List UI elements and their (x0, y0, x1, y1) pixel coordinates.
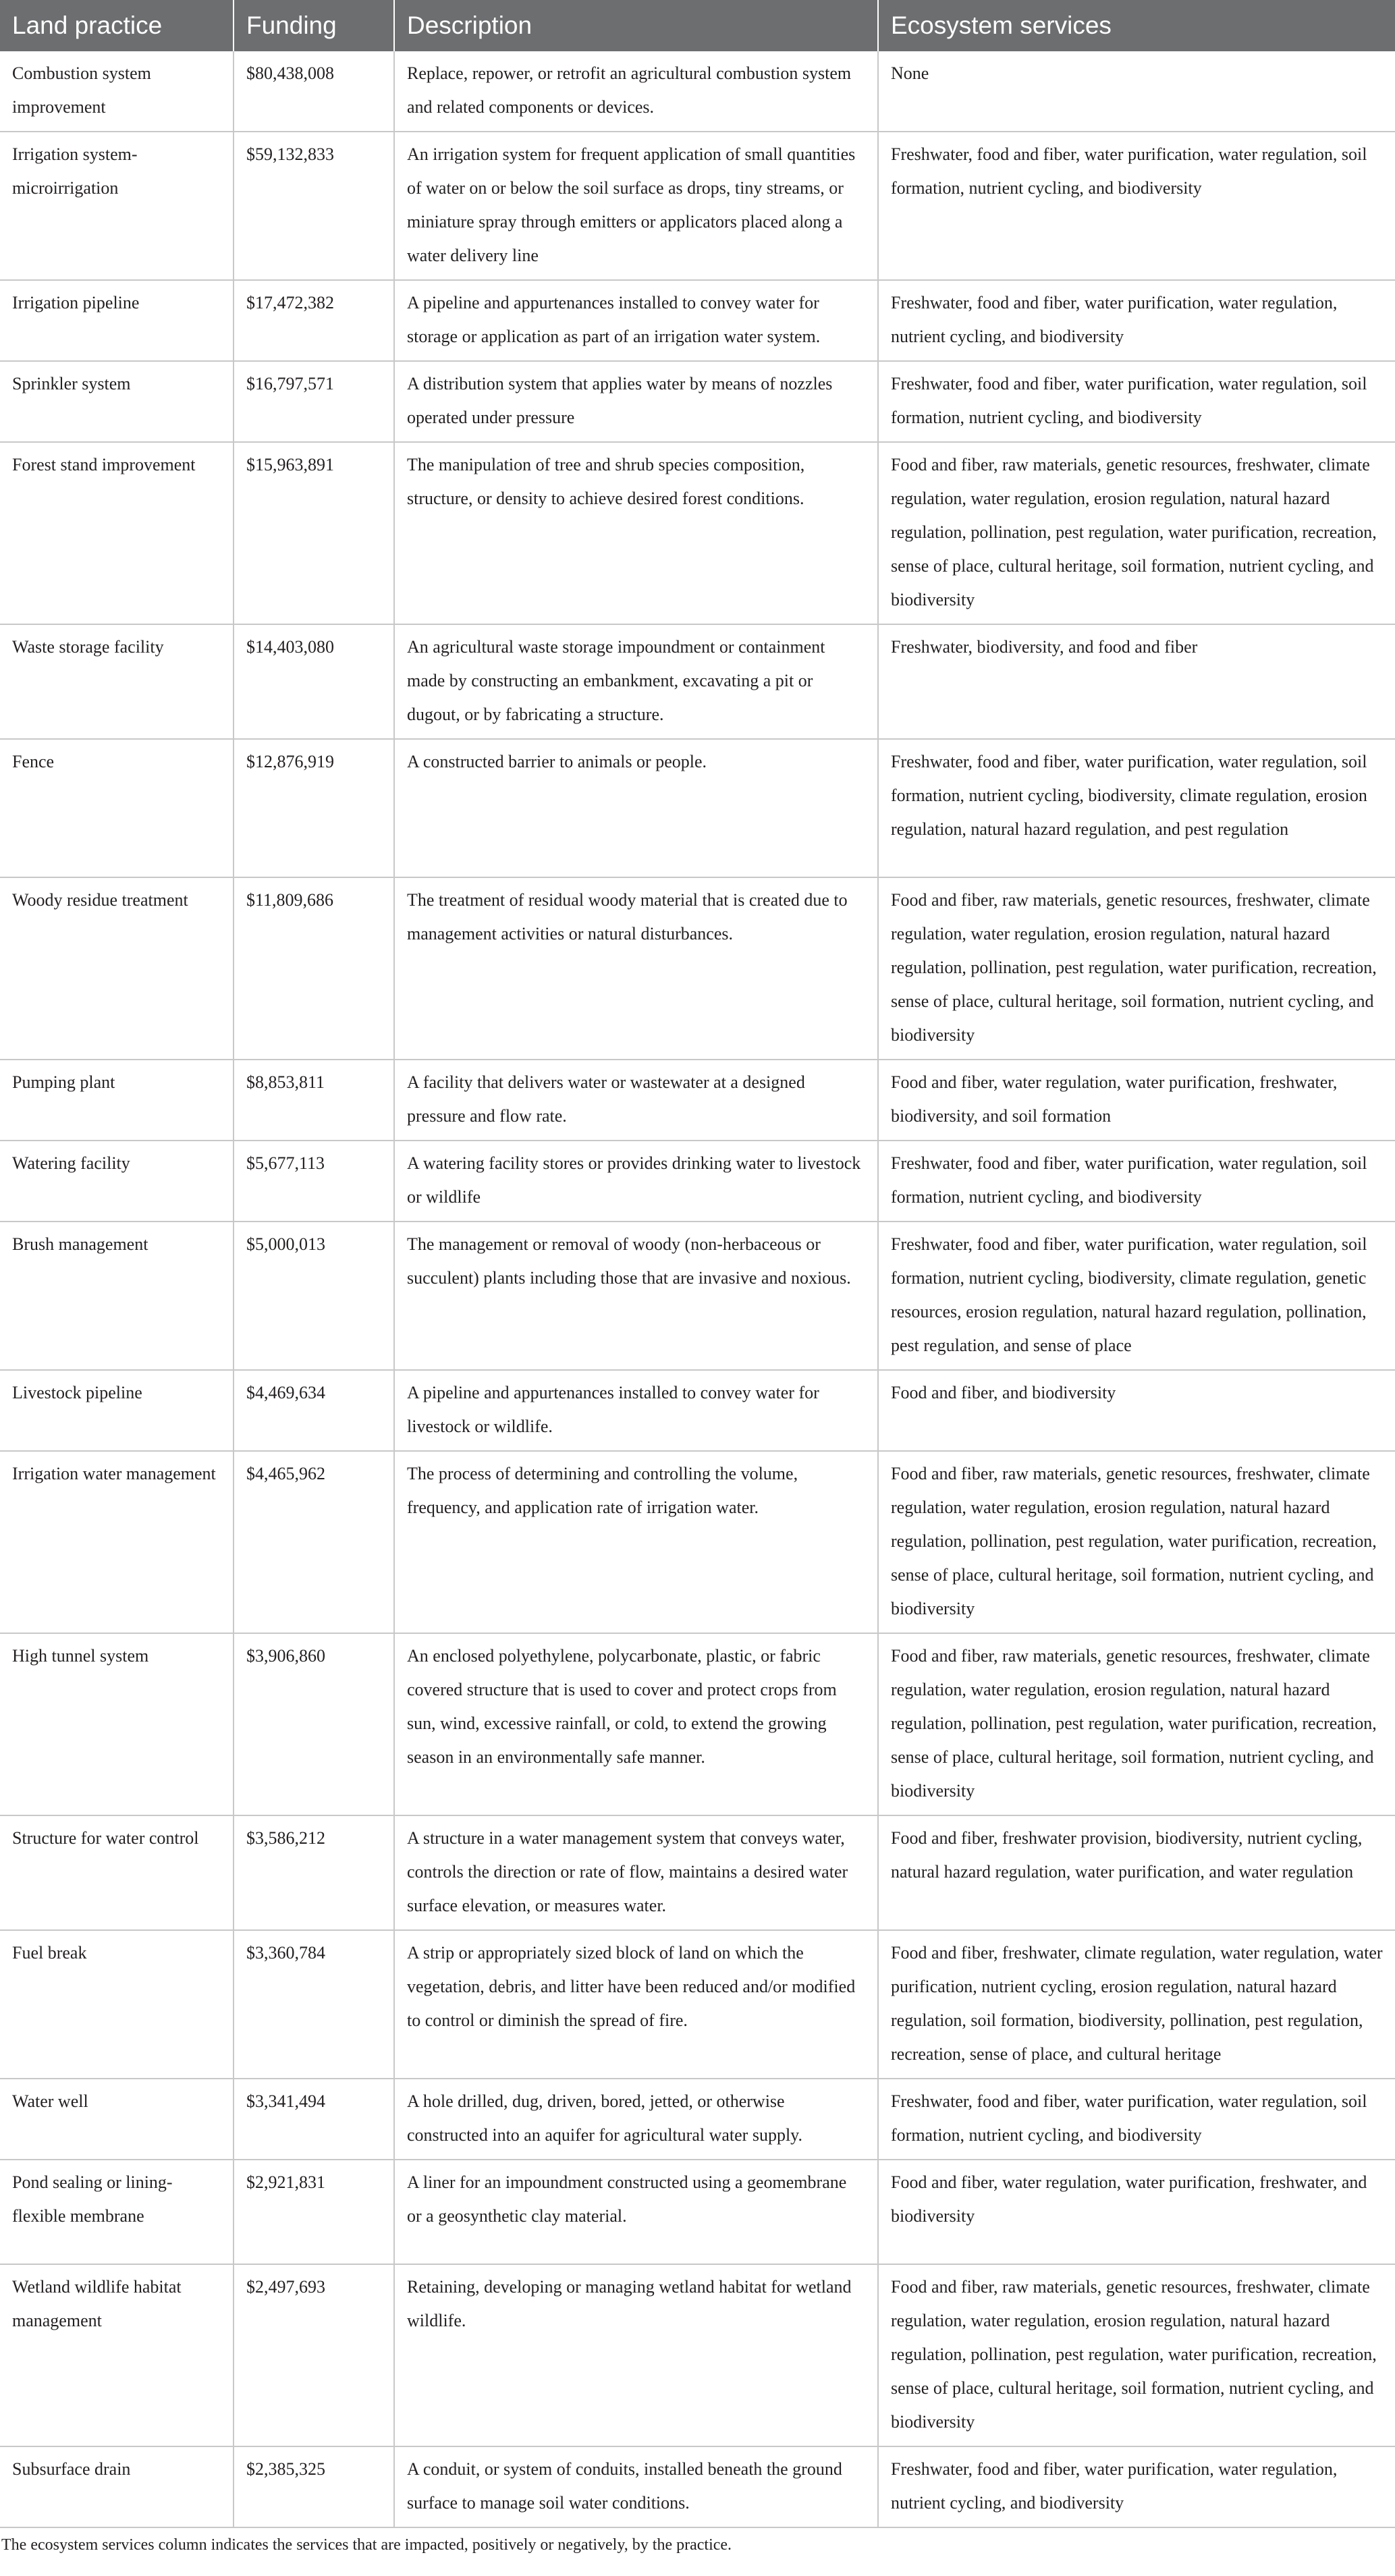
table-row (0, 1930, 1395, 2079)
cell-land-practice: High tunnel system (0, 1633, 234, 1815)
cell-land-practice: Forest stand improvement (0, 442, 234, 624)
table-row (0, 1060, 1395, 1141)
cell-ecosystem-services: Freshwater, food and fiber, water purification, water regulation, soil formation, nutrient cycling, and biodiversity (878, 361, 1395, 442)
cell-ecosystem-services: Freshwater, food and fiber, water purification, water regulation, soil formation, nutrient cycling, and biodiversity (878, 132, 1395, 280)
cell-funding: $2,497,693 (234, 2264, 394, 2446)
cell-land-practice: Pond sealing or lining- flexible membrane (0, 2160, 234, 2264)
table-row (0, 2264, 1395, 2446)
cell-ecosystem-services: Food and fiber, freshwater, climate regulation, water regulation, water purification, nutrient cycling, erosion regulation, natural hazard regulation, soil formation, biodiversity, pollination, pest regulation, recreation, sense of place, and cultural heritage (878, 1930, 1395, 2079)
cell-description: The treatment of residual woody material that is created due to management activities or natural disturbances. (394, 877, 878, 1060)
table-footnote: The ecosystem services column indicates the services that are impacted, positively or negatively, by the practice. (1, 2536, 732, 2554)
cell-description: The manipulation of tree and shrub species composition, structure, or density to achieve desired forest conditions. (394, 442, 878, 624)
cell-funding: $17,472,382 (234, 280, 394, 361)
cell-funding: $4,469,634 (234, 1370, 394, 1451)
cell-ecosystem-services: Food and fiber, raw materials, genetic resources, freshwater, climate regulation, water regulation, erosion regulation, natural hazard regulation, pollination, pest regulation, water purification, recreation, sense of place, cultural heritage, soil formation, nutrient cycling, and biodiversity (878, 1451, 1395, 1633)
cell-funding: $3,906,860 (234, 1633, 394, 1815)
cell-funding: $59,132,833 (234, 132, 394, 280)
cell-ecosystem-services: Food and fiber, raw materials, genetic resources, freshwater, climate regulation, water regulation, erosion regulation, natural hazard regulation, pollination, pest regulation, water purification, recreation, sense of place, cultural heritage, soil formation, nutrient cycling, and biodiversity (878, 442, 1395, 624)
cell-description: A strip or appropriately sized block of land on which the vegetation, debris, and litter have been reduced and/or modified to control or diminish the spread of fire. (394, 1930, 878, 2079)
cell-description: An irrigation system for frequent application of small quantities of water on or below the soil surface as drops, tiny streams, or miniature spray through emitters or applicators placed along a water delivery line (394, 132, 878, 280)
cell-ecosystem-services: Food and fiber, raw materials, genetic resources, freshwater, climate regulation, water regulation, erosion regulation, natural hazard regulation, pollination, pest regulation, water purification, recreation, sense of place, cultural heritage, soil formation, nutrient cycling, and biodiversity (878, 877, 1395, 1060)
table-row (0, 442, 1395, 624)
cell-ecosystem-services: Freshwater, food and fiber, water purification, water regulation, nutrient cycling, and biodiversity (878, 280, 1395, 361)
cell-description: A watering facility stores or provides drinking water to livestock or wildlife (394, 1141, 878, 1222)
cell-land-practice: Irrigation pipeline (0, 280, 234, 361)
table-row (0, 2446, 1395, 2527)
cell-ecosystem-services: None (878, 51, 1395, 132)
cell-ecosystem-services: Freshwater, food and fiber, water purification, water regulation, soil formation, nutrient cycling, biodiversity, climate regulation, genetic resources, erosion regulation, natural hazard regulation, pollination, pest regulation, and sense of place (878, 1222, 1395, 1370)
cell-land-practice: Pumping plant (0, 1060, 234, 1141)
table-row (0, 361, 1395, 442)
cell-ecosystem-services: Food and fiber, raw materials, genetic resources, freshwater, climate regulation, water regulation, erosion regulation, natural hazard regulation, pollination, pest regulation, water purification, recreation, sense of place, cultural heritage, soil formation, nutrient cycling, and biodiversity (878, 1633, 1395, 1815)
cell-funding: $3,586,212 (234, 1815, 394, 1930)
table-body (0, 51, 1395, 2527)
table-row (0, 132, 1395, 280)
cell-ecosystem-services: Food and fiber, and biodiversity (878, 1370, 1395, 1451)
cell-ecosystem-services: Freshwater, food and fiber, water purification, water regulation, soil formation, nutrient cycling, biodiversity, climate regulation, erosion regulation, natural hazard regulation, and pest regulation (878, 739, 1395, 877)
cell-ecosystem-services: Freshwater, biodiversity, and food and fiber (878, 624, 1395, 739)
cell-ecosystem-services: Food and fiber, raw materials, genetic resources, freshwater, climate regulation, water regulation, erosion regulation, natural hazard regulation, pollination, pest regulation, water purification, recreation, sense of place, cultural heritage, soil formation, nutrient cycling, and biodiversity (878, 2264, 1395, 2446)
cell-land-practice: Combustion system improvement (0, 51, 234, 132)
cell-description: A hole drilled, dug, driven, bored, jetted, or otherwise constructed into an aquifer for agricultural water supply. (394, 2079, 878, 2160)
cell-land-practice: Subsurface drain (0, 2446, 234, 2527)
cell-land-practice: Water well (0, 2079, 234, 2160)
cell-funding: $4,465,962 (234, 1451, 394, 1633)
table-row (0, 1141, 1395, 1222)
cell-land-practice: Fuel break (0, 1930, 234, 2079)
cell-funding: $3,341,494 (234, 2079, 394, 2160)
table-row (0, 1633, 1395, 1815)
cell-description: A pipeline and appurtenances installed to convey water for livestock or wildlife. (394, 1370, 878, 1451)
cell-description: A liner for an impoundment constructed using a geomembrane or a geosynthetic clay material. (394, 2160, 878, 2264)
table-row (0, 1451, 1395, 1633)
cell-description: A structure in a water management system that conveys water, controls the direction or rate of flow, maintains a desired water surface elevation, or measures water. (394, 1815, 878, 1930)
table-row (0, 51, 1395, 132)
cell-land-practice: Irrigation system-microirrigation (0, 132, 234, 280)
cell-description: A conduit, or system of conduits, installed beneath the ground surface to manage soil water conditions. (394, 2446, 878, 2527)
table-row (0, 2079, 1395, 2160)
cell-funding: $11,809,686 (234, 877, 394, 1060)
header-ecosystem-services: Ecosystem services (878, 0, 1395, 51)
cell-ecosystem-services: Freshwater, food and fiber, water purification, water regulation, soil formation, nutrient cycling, and biodiversity (878, 1141, 1395, 1222)
cell-land-practice: Sprinkler system (0, 361, 234, 442)
header-description: Description (394, 0, 878, 51)
cell-ecosystem-services: Food and fiber, water regulation, water purification, freshwater, biodiversity, and soil formation (878, 1060, 1395, 1141)
table-row (0, 624, 1395, 739)
cell-funding: $3,360,784 (234, 1930, 394, 2079)
cell-funding: $2,921,831 (234, 2160, 394, 2264)
cell-ecosystem-services: Food and fiber, water regulation, water purification, freshwater, and biodiversity (878, 2160, 1395, 2264)
cell-description: Retaining, developing or managing wetland habitat for wetland wildlife. (394, 2264, 878, 2446)
cell-funding: $5,677,113 (234, 1141, 394, 1222)
cell-description: A pipeline and appurtenances installed to convey water for storage or application as part of an irrigation water system. (394, 280, 878, 361)
cell-ecosystem-services: Freshwater, food and fiber, water purification, water regulation, soil formation, nutrient cycling, and biodiversity (878, 2079, 1395, 2160)
cell-land-practice: Woody residue treatment (0, 877, 234, 1060)
table-header-row (0, 0, 1395, 51)
table-row (0, 877, 1395, 1060)
cell-funding: $15,963,891 (234, 442, 394, 624)
cell-funding: $14,403,080 (234, 624, 394, 739)
cell-description: A constructed barrier to animals or people. (394, 739, 878, 877)
cell-funding: $5,000,013 (234, 1222, 394, 1370)
cell-land-practice: Waste storage facility (0, 624, 234, 739)
cell-description: Replace, repower, or retrofit an agricultural combustion system and related components or devices. (394, 51, 878, 132)
cell-description: An agricultural waste storage impoundment or containment made by constructing an embankment, excavating a pit or dugout, or by fabricating a structure. (394, 624, 878, 739)
cell-funding: $16,797,571 (234, 361, 394, 442)
table-row (0, 1370, 1395, 1451)
cell-land-practice: Livestock pipeline (0, 1370, 234, 1451)
header-funding: Funding (234, 0, 394, 51)
table-row (0, 280, 1395, 361)
cell-land-practice: Structure for water control (0, 1815, 234, 1930)
table-row (0, 2160, 1395, 2264)
cell-funding: $80,438,008 (234, 51, 394, 132)
header-land-practice: Land practice (0, 0, 234, 51)
table-row (0, 1222, 1395, 1370)
cell-land-practice: Irrigation water management (0, 1451, 234, 1633)
cell-description: The process of determining and controlling the volume, frequency, and application rate of irrigation water. (394, 1451, 878, 1633)
cell-land-practice: Fence (0, 739, 234, 877)
cell-description: The management or removal of woody (non-herbaceous or succulent) plants including those that are invasive and noxious. (394, 1222, 878, 1370)
cell-land-practice: Brush management (0, 1222, 234, 1370)
cell-description: A distribution system that applies water by means of nozzles operated under pressure (394, 361, 878, 442)
cell-funding: $8,853,811 (234, 1060, 394, 1141)
cell-funding: $2,385,325 (234, 2446, 394, 2527)
cell-description: A facility that delivers water or wastewater at a designed pressure and flow rate. (394, 1060, 878, 1141)
table-row (0, 1815, 1395, 1930)
cell-land-practice: Wetland wildlife habitat management (0, 2264, 234, 2446)
cell-ecosystem-services: Freshwater, food and fiber, water purification, water regulation, nutrient cycling, and biodiversity (878, 2446, 1395, 2527)
cell-funding: $12,876,919 (234, 739, 394, 877)
cell-land-practice: Watering facility (0, 1141, 234, 1222)
cell-description: An enclosed polyethylene, polycarbonate, plastic, or fabric covered structure that is used to cover and protect crops from sun, wind, excessive rainfall, or cold, to extend the growing season in an environmentally safe manner. (394, 1633, 878, 1815)
table-row (0, 739, 1395, 877)
cell-ecosystem-services: Food and fiber, freshwater provision, biodiversity, nutrient cycling, natural hazard regulation, water purification, and water regulation (878, 1815, 1395, 1930)
